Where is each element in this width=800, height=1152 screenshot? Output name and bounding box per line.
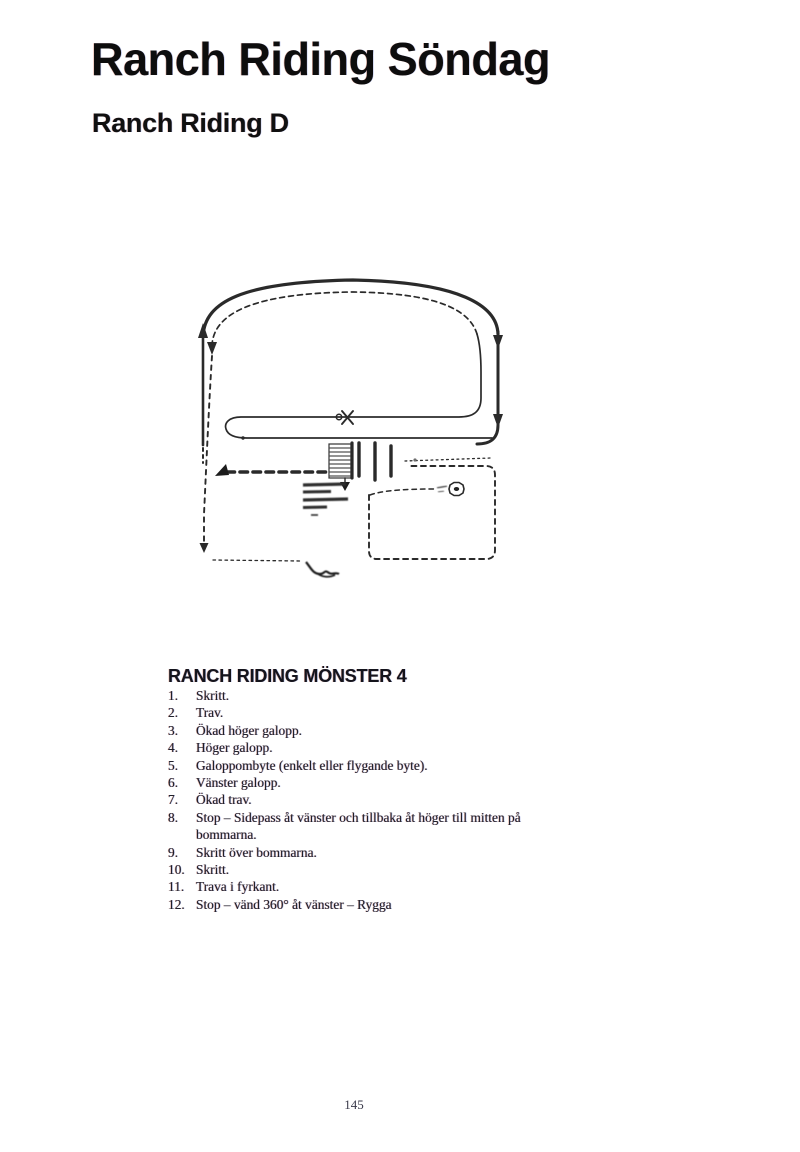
item-text: Stop – vänd 360° åt vänster – Rygga <box>196 896 392 912</box>
list-item <box>168 896 544 913</box>
list-item <box>168 704 544 721</box>
pattern-heading: RANCH RIDING MÖNSTER 4 <box>168 666 407 686</box>
item-number: 5. <box>168 757 179 773</box>
down-arrow-dashed-icon <box>207 342 217 355</box>
list-item <box>168 757 544 774</box>
list-item <box>168 878 544 895</box>
track-dot-icon <box>241 436 244 439</box>
trot-poles-icon <box>359 443 391 480</box>
gate-entry-dashed <box>370 489 435 495</box>
item-number: 3. <box>168 722 179 738</box>
right-track-hook <box>477 425 498 444</box>
inner-track-hairpin <box>226 334 492 438</box>
item-number: 1. <box>168 688 179 703</box>
gate-box-dashed <box>369 466 495 559</box>
page-number: 145 <box>344 1097 364 1112</box>
list-item <box>168 722 544 739</box>
bottom-dashed-line <box>213 560 301 561</box>
item-text: Skritt. <box>196 862 230 878</box>
faint-dotted-line <box>405 458 491 461</box>
left-dashed-line <box>204 356 212 545</box>
item-number: 11. <box>168 879 185 895</box>
item-text: Skritt. <box>196 688 230 703</box>
left-dashed-arrow-icon <box>200 543 209 553</box>
dot-icon <box>413 458 416 461</box>
item-number: 12. <box>168 896 185 912</box>
page-title: Ranch Riding Söndag <box>91 33 551 85</box>
item-text: Galoppombyte (enkelt eller flygande byte). <box>196 757 428 773</box>
list-item <box>168 861 544 878</box>
down-arrow-top-icon <box>493 335 503 349</box>
list-item <box>168 774 544 791</box>
list-item <box>168 844 544 861</box>
item-number: 10. <box>168 862 185 878</box>
ladder-poles-icon <box>329 443 352 478</box>
item-text: Skritt över bommarna. <box>196 844 317 860</box>
item-number: 9. <box>168 844 179 860</box>
spin-marker-icon <box>437 483 464 496</box>
start-scribble-icon <box>306 562 339 577</box>
item-text: Trava i fyrkant. <box>196 879 280 895</box>
pattern-diagram <box>193 262 515 597</box>
item-text: Ökad höger galopp. <box>196 722 302 738</box>
item-text: Stop – Sidepass åt vänster och tillbaka åt höger till mitten på bommarna. <box>196 809 521 843</box>
pattern-list <box>168 687 544 913</box>
annotation-smudge <box>303 484 348 515</box>
list-item <box>168 739 544 756</box>
page-subtitle: Ranch Riding D <box>92 108 289 138</box>
item-text: Höger galopp. <box>196 740 273 756</box>
item-number: 2. <box>168 705 179 721</box>
list-item <box>168 791 544 808</box>
list-item <box>168 687 544 704</box>
sidepass-arrow-icon <box>215 464 229 476</box>
item-number: 4. <box>168 740 179 756</box>
item-number: 7. <box>168 792 179 808</box>
item-text: Ökad trav. <box>196 792 252 808</box>
list-item <box>168 809 544 844</box>
item-number: 6. <box>168 775 179 791</box>
dashed-track-arc <box>212 292 477 346</box>
item-text: Trav. <box>196 705 224 721</box>
item-number: 8. <box>168 809 179 825</box>
item-text: Vänster galopp. <box>196 775 281 791</box>
